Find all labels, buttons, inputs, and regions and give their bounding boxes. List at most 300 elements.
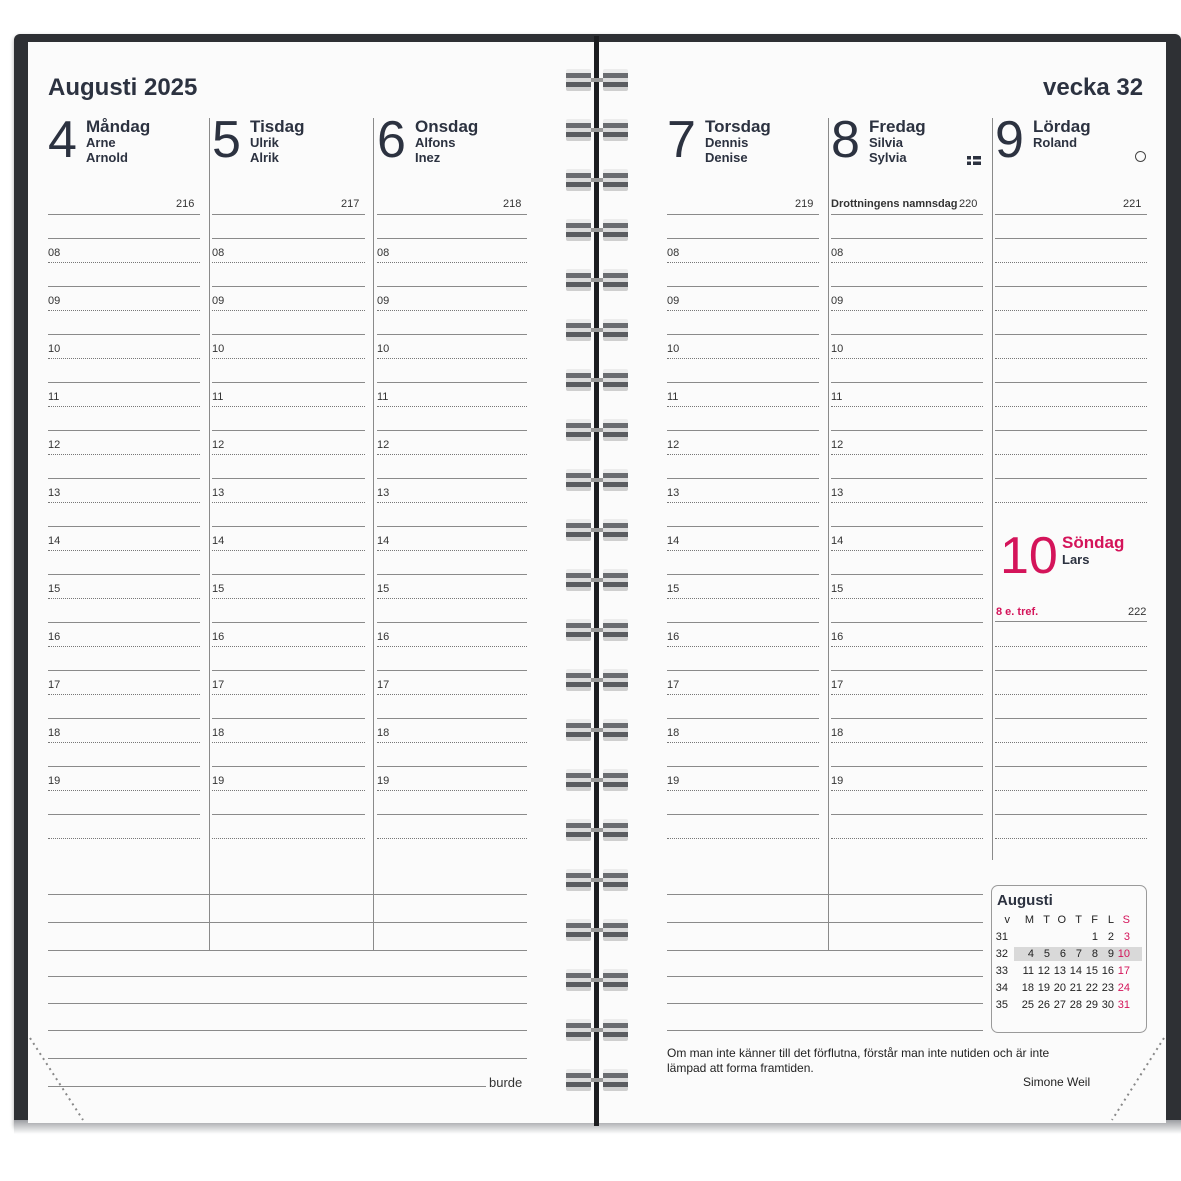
sunday-day-of-year: 222 xyxy=(1128,606,1147,618)
dotted-rule xyxy=(377,550,527,551)
nameday: Sylvia xyxy=(869,150,907,165)
hour-label: 12 xyxy=(831,439,844,451)
hour-label: 16 xyxy=(377,631,390,643)
calendar-day: 4 xyxy=(1027,948,1034,960)
ruled-line xyxy=(212,430,365,431)
day-of-year: 220 xyxy=(959,198,978,210)
dotted-rule xyxy=(212,262,365,263)
ruled-line xyxy=(667,478,819,479)
hour-label: 19 xyxy=(48,775,61,787)
ruled-line xyxy=(48,238,200,239)
right-corner-pocket xyxy=(1108,1030,1168,1123)
hour-label: 10 xyxy=(212,343,225,355)
ruled-line xyxy=(212,574,365,575)
hour-label: 15 xyxy=(48,583,61,595)
ruled-line xyxy=(995,334,1147,335)
sunday-note: 8 e. tref. xyxy=(996,606,1039,618)
hour-label: 15 xyxy=(377,583,390,595)
calendar-day: 12 xyxy=(1037,965,1050,977)
week-number: 31 xyxy=(995,931,1008,943)
day-separator xyxy=(995,214,1147,215)
binding-ring xyxy=(566,519,628,541)
weekday-header: O xyxy=(1057,914,1066,926)
calendar-day: 8 xyxy=(1091,948,1098,960)
ruled-line xyxy=(831,718,983,719)
ruled-line xyxy=(377,430,527,431)
dotted-rule xyxy=(831,598,983,599)
hour-label: 11 xyxy=(377,391,389,403)
binding-ring xyxy=(566,319,628,341)
ruled-line xyxy=(212,526,365,527)
day-number: 4 xyxy=(48,111,77,169)
binding-ring xyxy=(566,769,628,791)
calendar-day: 5 xyxy=(1043,948,1050,960)
dotted-rule xyxy=(377,742,527,743)
dotted-rule xyxy=(212,502,365,503)
hour-label: 13 xyxy=(377,487,390,499)
notes-line xyxy=(667,894,983,895)
ruled-line xyxy=(377,718,527,719)
dotted-rule xyxy=(212,310,365,311)
weekday-header: F xyxy=(1091,914,1098,926)
hour-label: 17 xyxy=(667,679,680,691)
hour-label: 08 xyxy=(831,247,844,259)
notes-line xyxy=(48,976,527,977)
hour-label: 15 xyxy=(831,583,844,595)
dotted-rule xyxy=(667,310,819,311)
notes-line xyxy=(48,1030,527,1031)
dotted-rule xyxy=(48,646,200,647)
ruled-line xyxy=(995,694,1147,695)
dotted-rule xyxy=(831,262,983,263)
ruled-line xyxy=(48,670,200,671)
weekday-header: T xyxy=(1075,914,1082,926)
calendar-day: 20 xyxy=(1053,982,1066,994)
binding-ring xyxy=(566,219,628,241)
ruled-line xyxy=(667,286,819,287)
dotted-rule xyxy=(667,790,819,791)
ruled-line xyxy=(667,430,819,431)
dotted-rule xyxy=(212,694,365,695)
hour-label: 19 xyxy=(377,775,390,787)
binding-ring xyxy=(566,669,628,691)
dotted-rule xyxy=(667,838,819,839)
ruled-line xyxy=(995,382,1147,383)
ruled-line xyxy=(995,814,1147,815)
binding-ring xyxy=(566,819,628,841)
nameday: Ulrik xyxy=(250,135,279,150)
day-name: Torsdag xyxy=(705,117,771,136)
flag-icon xyxy=(967,152,981,161)
dotted-rule xyxy=(667,598,819,599)
dotted-rule xyxy=(212,790,365,791)
ruled-line xyxy=(212,670,365,671)
hour-label: 11 xyxy=(831,391,843,403)
dotted-rule xyxy=(377,310,527,311)
column-divider xyxy=(209,118,210,950)
dotted-rule xyxy=(48,262,200,263)
hour-label: 15 xyxy=(667,583,680,595)
ruled-line xyxy=(377,574,527,575)
binding-ring xyxy=(566,869,628,891)
dotted-rule xyxy=(377,502,527,503)
nameday: Roland xyxy=(1033,135,1078,150)
hour-label: 16 xyxy=(48,631,61,643)
day-number: 7 xyxy=(667,111,696,169)
dotted-rule xyxy=(48,838,200,839)
dotted-rule xyxy=(48,502,200,503)
calendar-day: 21 xyxy=(1069,982,1082,994)
calendar-day: 22 xyxy=(1085,982,1098,994)
weekday-header: S xyxy=(1122,914,1130,926)
weekday-header: T xyxy=(1043,914,1050,926)
ruled-line xyxy=(995,286,1147,287)
ruled-line xyxy=(48,622,200,623)
dotted-rule xyxy=(831,694,983,695)
hour-label: 19 xyxy=(212,775,225,787)
ruled-line xyxy=(831,622,983,623)
dotted-rule xyxy=(995,454,1147,455)
dotted-rule xyxy=(995,502,1147,503)
hour-label: 16 xyxy=(831,631,844,643)
dotted-rule xyxy=(995,358,1147,359)
weekday-header: v xyxy=(1004,914,1010,926)
nameday: Alrik xyxy=(250,150,279,165)
ruled-line xyxy=(995,838,1147,839)
binding-ring xyxy=(566,469,628,491)
calendar-day: 14 xyxy=(1069,965,1082,977)
day-name: Lördag xyxy=(1033,117,1091,136)
ruled-line xyxy=(377,478,527,479)
binding-ring xyxy=(566,269,628,291)
sunday-name: Söndag xyxy=(1062,533,1125,552)
mini-calendar xyxy=(991,885,1147,1033)
hour-label: 12 xyxy=(48,439,61,451)
ruled-line xyxy=(831,814,983,815)
dotted-rule xyxy=(212,454,365,455)
week-number: vecka 32 xyxy=(1043,74,1144,101)
dotted-rule xyxy=(48,358,200,359)
ruled-line xyxy=(377,670,527,671)
ruled-line xyxy=(831,766,983,767)
quote-author: Simone Weil xyxy=(1023,1075,1091,1089)
hour-label: 10 xyxy=(831,343,844,355)
ruled-line xyxy=(667,238,819,239)
dotted-rule xyxy=(667,646,819,647)
dotted-rule xyxy=(212,742,365,743)
calendar-day: 25 xyxy=(1021,999,1034,1011)
calendar-day: 15 xyxy=(1085,965,1098,977)
ruled-line xyxy=(212,622,365,623)
day-separator xyxy=(831,214,983,215)
moon-phase-icon xyxy=(1135,151,1146,162)
nameday: Denise xyxy=(705,150,748,165)
dotted-rule xyxy=(831,742,983,743)
calendar-day: 16 xyxy=(1101,965,1114,977)
ruled-line xyxy=(995,646,1147,647)
hour-label: 13 xyxy=(831,487,844,499)
ruled-line xyxy=(212,382,365,383)
ruled-line xyxy=(48,574,200,575)
column-divider xyxy=(373,118,374,950)
week-number: 32 xyxy=(995,948,1008,960)
ruled-line xyxy=(667,670,819,671)
calendar-day: 28 xyxy=(1069,999,1082,1011)
calendar-day: 3 xyxy=(1123,931,1130,943)
hour-label: 12 xyxy=(377,439,390,451)
binding-ring xyxy=(566,969,628,991)
dotted-rule xyxy=(831,502,983,503)
nameday: Arnold xyxy=(86,150,128,165)
calendar-day: 19 xyxy=(1037,982,1050,994)
hour-label: 17 xyxy=(377,679,390,691)
ruled-line xyxy=(995,790,1147,791)
ruled-line xyxy=(831,670,983,671)
dotted-rule xyxy=(377,454,527,455)
hour-label: 08 xyxy=(212,247,225,259)
calendar-day: 6 xyxy=(1059,948,1066,960)
dotted-rule xyxy=(377,262,527,263)
calendar-day: 27 xyxy=(1053,999,1066,1011)
dotted-rule xyxy=(48,454,200,455)
day-number: 6 xyxy=(377,111,406,169)
dotted-rule xyxy=(212,358,365,359)
dotted-rule xyxy=(48,742,200,743)
hour-label: 11 xyxy=(667,391,679,403)
dotted-rule xyxy=(667,502,819,503)
calendar-day: 1 xyxy=(1091,931,1098,943)
nameday: Inez xyxy=(415,150,441,165)
hour-label: 17 xyxy=(212,679,225,691)
notes-line xyxy=(48,922,527,923)
dotted-rule xyxy=(377,694,527,695)
dotted-rule xyxy=(667,358,819,359)
dotted-rule xyxy=(48,598,200,599)
notes-line xyxy=(48,1003,527,1004)
ruled-line xyxy=(48,478,200,479)
weekday-header: L xyxy=(1107,914,1114,926)
binding-ring xyxy=(566,169,628,191)
hour-label: 09 xyxy=(212,295,225,307)
dotted-rule xyxy=(995,406,1147,407)
ruled-line xyxy=(995,742,1147,743)
dotted-rule xyxy=(831,406,983,407)
day-number: 8 xyxy=(831,111,860,169)
ruled-line xyxy=(377,334,527,335)
ruled-line xyxy=(667,526,819,527)
binding-ring xyxy=(566,119,628,141)
day-note: Drottningens namnsdag xyxy=(831,198,958,210)
day-separator xyxy=(995,621,1147,622)
hour-label: 08 xyxy=(48,247,61,259)
dotted-rule xyxy=(995,262,1147,263)
calendar-day: 24 xyxy=(1117,982,1130,994)
ruled-line xyxy=(831,334,983,335)
hour-label: 12 xyxy=(212,439,225,451)
hour-label: 09 xyxy=(48,295,61,307)
calendar-day: 2 xyxy=(1107,931,1114,943)
ruled-line xyxy=(48,814,200,815)
column-divider xyxy=(828,118,829,950)
hour-label: 18 xyxy=(831,727,844,739)
binding-ring xyxy=(566,69,628,91)
calendar-day: 9 xyxy=(1107,948,1114,960)
column-divider xyxy=(992,118,993,860)
ruled-line xyxy=(831,238,983,239)
dotted-rule xyxy=(831,646,983,647)
hour-label: 10 xyxy=(48,343,61,355)
ruled-line xyxy=(212,334,365,335)
ruled-line xyxy=(667,574,819,575)
calendar-day: 23 xyxy=(1101,982,1114,994)
dotted-rule xyxy=(212,598,365,599)
ruled-line xyxy=(212,286,365,287)
hour-label: 14 xyxy=(667,535,680,547)
dotted-rule xyxy=(667,262,819,263)
hour-label: 13 xyxy=(48,487,61,499)
calendar-day: 31 xyxy=(1117,999,1130,1011)
hour-label: 09 xyxy=(377,295,390,307)
ruled-line xyxy=(377,814,527,815)
day-number: 9 xyxy=(995,111,1024,169)
hour-label: 16 xyxy=(667,631,680,643)
weekday-header: M xyxy=(1024,914,1034,926)
ruled-line xyxy=(377,382,527,383)
hour-label: 17 xyxy=(831,679,844,691)
ruled-line xyxy=(995,238,1147,239)
ruled-line xyxy=(667,814,819,815)
day-of-year: 218 xyxy=(503,198,522,210)
nameday: Arne xyxy=(86,135,116,150)
hour-label: 14 xyxy=(48,535,61,547)
hour-label: 16 xyxy=(212,631,225,643)
ruled-line xyxy=(48,334,200,335)
dotted-rule xyxy=(48,310,200,311)
dotted-rule xyxy=(212,646,365,647)
ruled-line xyxy=(212,766,365,767)
dotted-rule xyxy=(667,406,819,407)
week-number: 33 xyxy=(995,965,1008,977)
ruled-line xyxy=(831,574,983,575)
ruled-line xyxy=(667,718,819,719)
hour-label: 17 xyxy=(48,679,61,691)
ruled-line xyxy=(377,766,527,767)
binding-ring xyxy=(566,919,628,941)
calendar-day: 30 xyxy=(1101,999,1114,1011)
ruled-line xyxy=(48,718,200,719)
day-of-year: 216 xyxy=(176,198,195,210)
calendar-day: 26 xyxy=(1037,999,1050,1011)
ruled-line xyxy=(212,718,365,719)
sunday-nameday: Lars xyxy=(1062,552,1090,567)
ruled-line xyxy=(212,238,365,239)
hour-label: 18 xyxy=(377,727,390,739)
dotted-rule xyxy=(667,694,819,695)
ruled-line xyxy=(831,382,983,383)
day-number: 5 xyxy=(212,111,241,169)
hour-label: 15 xyxy=(212,583,225,595)
ruled-line xyxy=(212,814,365,815)
hour-label: 19 xyxy=(831,775,844,787)
ruled-line xyxy=(831,526,983,527)
left-corner-pocket xyxy=(28,1030,88,1123)
week-number: 35 xyxy=(995,999,1008,1011)
day-of-year: 219 xyxy=(795,198,814,210)
day-name: Fredag xyxy=(869,117,926,136)
dotted-rule xyxy=(377,598,527,599)
notes-line xyxy=(667,976,983,977)
ruled-line xyxy=(377,286,527,287)
hour-label: 11 xyxy=(48,391,60,403)
dotted-rule xyxy=(995,310,1147,311)
ruled-line xyxy=(212,478,365,479)
calendar-day: 11 xyxy=(1022,965,1034,977)
ruled-line xyxy=(48,526,200,527)
notes-line xyxy=(667,922,983,923)
dotted-rule xyxy=(48,406,200,407)
binding-ring xyxy=(566,619,628,641)
ruled-line xyxy=(48,430,200,431)
ruled-line xyxy=(48,286,200,287)
dotted-rule xyxy=(831,550,983,551)
ruled-line xyxy=(667,382,819,383)
dotted-rule xyxy=(667,742,819,743)
dotted-rule xyxy=(377,358,527,359)
day-name: Tisdag xyxy=(250,117,305,136)
dotted-rule xyxy=(667,454,819,455)
hour-label: 09 xyxy=(831,295,844,307)
hour-label: 13 xyxy=(212,487,225,499)
ruled-line xyxy=(667,766,819,767)
hour-label: 19 xyxy=(667,775,680,787)
dotted-rule xyxy=(831,454,983,455)
ruled-line xyxy=(48,766,200,767)
ruled-line xyxy=(831,430,983,431)
ruled-line xyxy=(995,766,1147,767)
ruled-line xyxy=(831,286,983,287)
dotted-rule xyxy=(831,310,983,311)
hour-label: 10 xyxy=(377,343,390,355)
quote-text: Om man inte känner till det förflutna, förstår man inte nutiden och är inte lämpad att forma framtiden. xyxy=(667,1046,1050,1075)
dotted-rule xyxy=(48,550,200,551)
ruled-line xyxy=(831,478,983,479)
hour-label: 18 xyxy=(667,727,680,739)
calendar-day: 18 xyxy=(1021,982,1034,994)
day-separator xyxy=(212,214,365,215)
dotted-rule xyxy=(212,838,365,839)
binding-ring xyxy=(566,719,628,741)
calendar-day: 29 xyxy=(1085,999,1098,1011)
dotted-rule xyxy=(831,358,983,359)
day-separator xyxy=(667,214,819,215)
dotted-rule xyxy=(667,550,819,551)
month-year-title: Augusti 2025 xyxy=(48,74,198,101)
hour-label: 11 xyxy=(212,391,224,403)
day-of-year: 217 xyxy=(341,198,360,210)
dotted-rule xyxy=(377,646,527,647)
dotted-rule xyxy=(212,550,365,551)
binding-ring xyxy=(566,569,628,591)
hour-label: 14 xyxy=(212,535,225,547)
notes-line xyxy=(48,894,527,895)
notes-line xyxy=(667,1030,983,1031)
binding-ring xyxy=(566,1069,628,1091)
ruled-line xyxy=(667,622,819,623)
binding-ring xyxy=(566,419,628,441)
nameday: Silvia xyxy=(869,135,903,150)
notes-line xyxy=(48,1058,527,1059)
mini-calendar-title: Augusti xyxy=(997,892,1053,909)
